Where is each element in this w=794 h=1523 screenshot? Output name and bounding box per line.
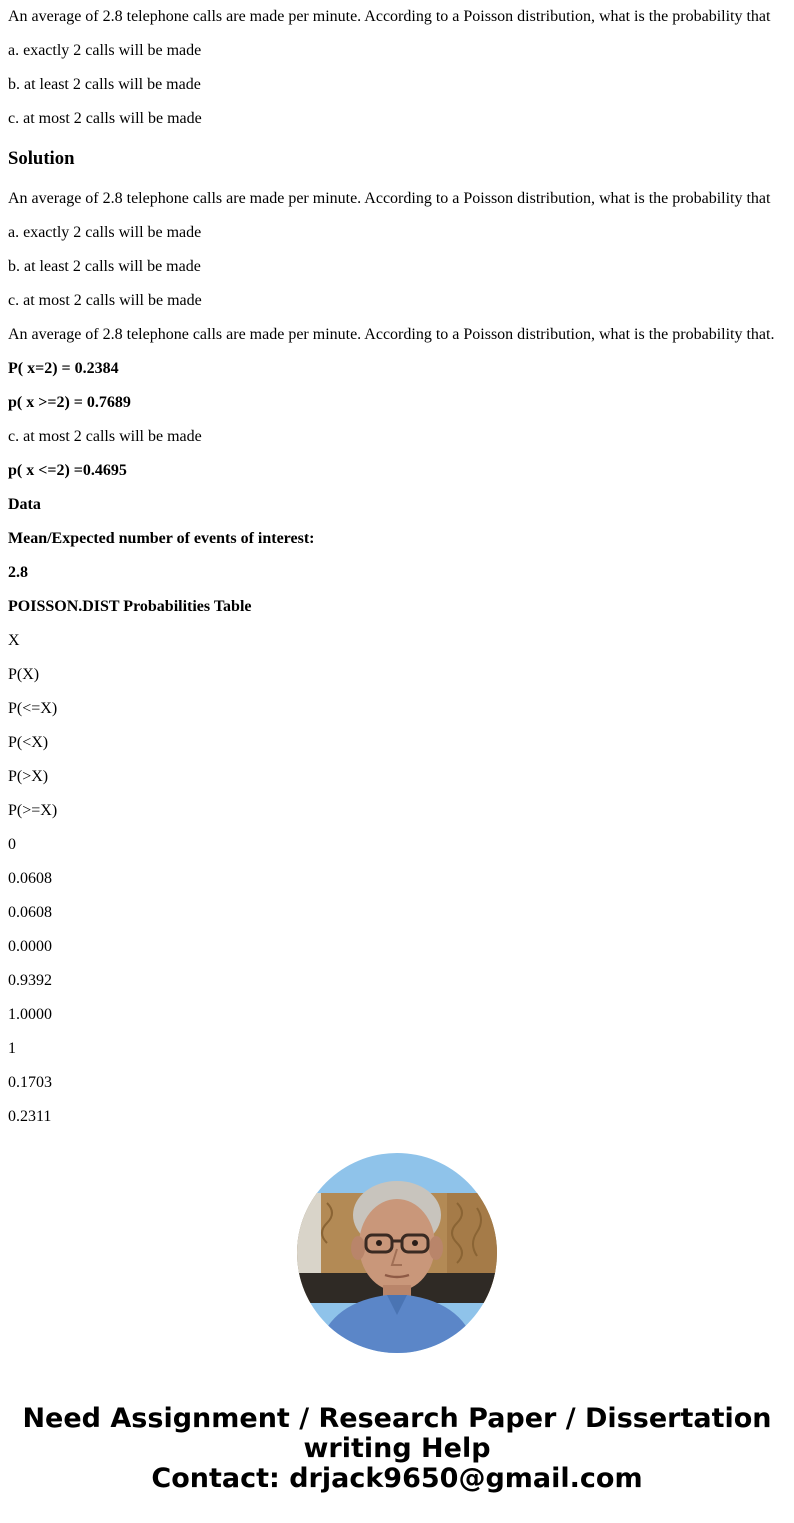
solution-part-a: a. exactly 2 calls will be made	[8, 224, 202, 241]
table-cell: 1	[8, 1040, 16, 1057]
table-title: POISSON.DIST Probabilities Table	[8, 598, 252, 615]
table-header-ple: P(<=X)	[8, 700, 58, 717]
solution-heading: Solution	[8, 148, 75, 169]
question-intro: An average of 2.8 telephone calls are made per minute. According to a Poisson distribution, what is the probability that	[8, 8, 771, 25]
solution-intro: An average of 2.8 telephone calls are made per minute. According to a Poisson distribution, what is the probability that	[8, 190, 771, 207]
answer-a: P( x=2) = 0.2384	[8, 360, 119, 377]
question-part-b: b. at least 2 calls will be made	[8, 76, 201, 93]
document-body	[8, 0, 788, 1134]
avatar-illustration	[297, 1153, 497, 1353]
author-avatar	[297, 1153, 497, 1353]
table-header-plt: P(<X)	[8, 734, 49, 751]
table-header-pgt: P(>X)	[8, 768, 49, 785]
footer-contact: Contact: drjack9650@gmail.com	[151, 1463, 643, 1494]
solution-part-c-repeat: c. at most 2 calls will be made	[8, 428, 202, 445]
table-cell: 0.0608	[8, 870, 52, 887]
data-label: Data	[8, 496, 41, 513]
question-part-a: a. exactly 2 calls will be made	[8, 42, 202, 59]
question-part-c: c. at most 2 calls will be made	[8, 110, 202, 127]
mean-label: Mean/Expected number of events of interest:	[8, 530, 315, 547]
solution-part-c: c. at most 2 calls will be made	[8, 292, 202, 309]
table-cell: 0.0000	[8, 938, 52, 955]
answer-c: p( x <=2) =0.4695	[8, 462, 127, 479]
table-header-pge: P(>=X)	[8, 802, 58, 819]
footer-line-1: Need Assignment / Research Paper / Dissertation	[22, 1403, 772, 1434]
footer-line-2: writing Help	[303, 1433, 491, 1464]
table-cell: 0.2311	[8, 1108, 52, 1125]
table-header-px: P(X)	[8, 666, 40, 683]
solution-part-b: b. at least 2 calls will be made	[8, 258, 201, 275]
table-cell: 0	[8, 836, 16, 853]
footer-promo	[0, 1404, 794, 1494]
table-cell: 0.1703	[8, 1074, 52, 1091]
solution-intro-repeat: An average of 2.8 telephone calls are made per minute. According to a Poisson distribution, what is the probability that.	[8, 326, 775, 343]
table-cell: 0.9392	[8, 972, 52, 989]
table-cell: 1.0000	[8, 1006, 52, 1023]
table-cell: 0.0608	[8, 904, 52, 921]
answer-b: p( x >=2) = 0.7689	[8, 394, 131, 411]
table-header-x: X	[8, 632, 20, 649]
mean-value: 2.8	[8, 564, 28, 581]
